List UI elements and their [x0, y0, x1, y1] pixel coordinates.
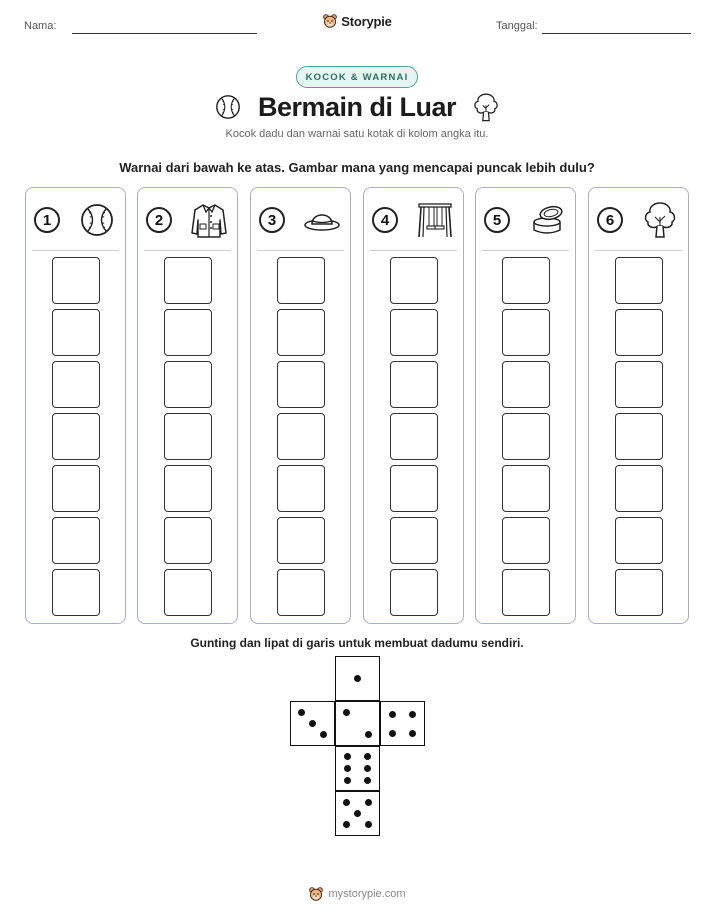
- color-box[interactable]: [277, 569, 325, 616]
- color-box[interactable]: [164, 361, 212, 408]
- die-pip: [409, 711, 416, 718]
- color-box[interactable]: [502, 569, 550, 616]
- color-box[interactable]: [615, 569, 663, 616]
- color-box[interactable]: [164, 569, 212, 616]
- baseball-icon: [76, 200, 118, 240]
- subtitle: Kocok dadu dan warnai satu kotak di kolom angka itu.: [225, 128, 489, 140]
- coloring-columns: [25, 187, 689, 624]
- die-pip: [365, 821, 372, 828]
- color-box[interactable]: [52, 309, 100, 356]
- die-pip: [344, 753, 351, 760]
- column-4: [363, 187, 464, 624]
- color-box[interactable]: [52, 361, 100, 408]
- die-pip: [344, 777, 351, 784]
- column-6: [588, 187, 689, 624]
- page-title: Bermain di Luar: [257, 91, 457, 122]
- color-box[interactable]: [277, 465, 325, 512]
- sunscreen-jar-icon: [526, 200, 568, 240]
- color-box[interactable]: [52, 517, 100, 564]
- color-box[interactable]: [615, 361, 663, 408]
- column-number: 2: [146, 207, 172, 233]
- column-header: [34, 200, 118, 240]
- color-box[interactable]: [164, 465, 212, 512]
- die-face-5: [335, 791, 380, 836]
- color-box[interactable]: [52, 257, 100, 304]
- column-header: [484, 200, 568, 240]
- column-header: [259, 200, 343, 240]
- die-pip: [364, 753, 371, 760]
- die-face-1: [335, 656, 380, 701]
- color-box[interactable]: [615, 413, 663, 460]
- brand-name: Storypie: [341, 13, 392, 29]
- die-pip: [365, 731, 372, 738]
- column-divider: [144, 250, 231, 251]
- column-5: [475, 187, 576, 624]
- color-box[interactable]: [502, 309, 550, 356]
- die-pip: [364, 777, 371, 784]
- color-box[interactable]: [390, 361, 438, 408]
- name-label: Nama:: [24, 20, 57, 32]
- color-box[interactable]: [502, 257, 550, 304]
- die-pip: [409, 730, 416, 737]
- color-box[interactable]: [390, 569, 438, 616]
- die-pip: [343, 799, 350, 806]
- column-1: [25, 187, 126, 624]
- activity-badge: KOCOK & WARNAI: [296, 66, 418, 88]
- die-pip: [343, 709, 350, 716]
- die-pip: [298, 709, 305, 716]
- die-face-2: [335, 701, 380, 746]
- tree-icon: [639, 200, 681, 240]
- color-box[interactable]: [52, 465, 100, 512]
- column-header: [372, 200, 456, 240]
- die-face-3: [290, 701, 335, 746]
- color-box[interactable]: [277, 413, 325, 460]
- instruction: Warnai dari bawah ke atas. Gambar mana yang mencapai puncak lebih dulu?: [119, 160, 595, 175]
- column-number: 4: [372, 207, 398, 233]
- color-box[interactable]: [390, 413, 438, 460]
- title-row: [0, 90, 714, 124]
- die-pip: [343, 821, 350, 828]
- column-divider: [482, 250, 569, 251]
- color-box[interactable]: [502, 465, 550, 512]
- color-box[interactable]: [164, 517, 212, 564]
- column-divider: [257, 250, 344, 251]
- color-box[interactable]: [52, 569, 100, 616]
- column-divider: [370, 250, 457, 251]
- color-box[interactable]: [615, 309, 663, 356]
- color-box[interactable]: [390, 517, 438, 564]
- color-box[interactable]: [502, 413, 550, 460]
- baseball-icon: [212, 90, 244, 124]
- column-number: 5: [484, 207, 510, 233]
- bear-logo-icon: [308, 886, 324, 902]
- column-number: 3: [259, 207, 285, 233]
- die-pip: [365, 799, 372, 806]
- die-pip: [320, 731, 327, 738]
- column-number: 1: [34, 207, 60, 233]
- color-box[interactable]: [277, 309, 325, 356]
- color-box[interactable]: [277, 257, 325, 304]
- color-box[interactable]: [615, 465, 663, 512]
- color-box[interactable]: [52, 413, 100, 460]
- die-face-4: [380, 701, 425, 746]
- die-pip: [344, 765, 351, 772]
- jacket-icon: [188, 200, 230, 240]
- cut-instruction: Gunting dan lipat di garis untuk membuat dadumu sendiri.: [190, 636, 524, 650]
- column-3: [250, 187, 351, 624]
- date-line: [542, 33, 691, 34]
- color-box[interactable]: [164, 413, 212, 460]
- die-pip: [354, 675, 361, 682]
- color-box[interactable]: [277, 361, 325, 408]
- tree-icon: [470, 90, 502, 124]
- die-pip: [389, 711, 396, 718]
- column-header: [146, 200, 230, 240]
- column-2: [137, 187, 238, 624]
- die-pip: [309, 720, 316, 727]
- die-pip: [364, 765, 371, 772]
- footer-url[interactable]: mystorypie.com: [328, 888, 406, 900]
- name-line: [72, 33, 257, 34]
- color-box[interactable]: [502, 517, 550, 564]
- column-header: [597, 200, 681, 240]
- column-divider: [595, 250, 682, 251]
- die-face-6: [335, 746, 380, 791]
- color-box[interactable]: [615, 257, 663, 304]
- column-number: 6: [597, 207, 623, 233]
- die-pip: [389, 730, 396, 737]
- color-box[interactable]: [164, 309, 212, 356]
- color-box[interactable]: [502, 361, 550, 408]
- date-label: Tanggal:: [496, 20, 538, 32]
- color-box[interactable]: [390, 257, 438, 304]
- column-divider: [32, 250, 119, 251]
- sun-hat-icon: [301, 200, 343, 240]
- color-box[interactable]: [164, 257, 212, 304]
- swing-icon: [414, 200, 456, 240]
- bear-logo-icon: [322, 13, 338, 29]
- die-pip: [354, 810, 361, 817]
- brand-logo: [0, 13, 714, 29]
- color-box[interactable]: [390, 465, 438, 512]
- footer: [0, 886, 714, 902]
- color-box[interactable]: [390, 309, 438, 356]
- color-box[interactable]: [277, 517, 325, 564]
- color-box[interactable]: [615, 517, 663, 564]
